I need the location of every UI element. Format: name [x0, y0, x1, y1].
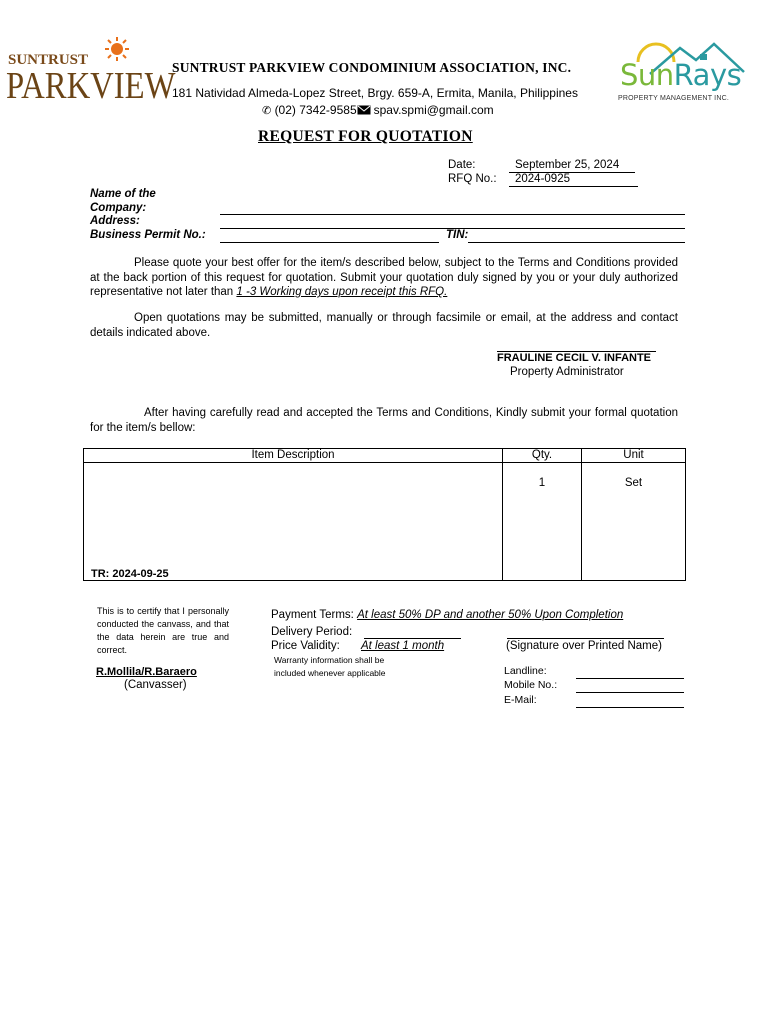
- address-label: Address:: [90, 215, 140, 227]
- signature-label: (Signature over Printed Name): [506, 640, 662, 652]
- organization-name: SUNTRUST PARKVIEW CONDOMINIUM ASSOCIATION, INC.: [172, 60, 572, 75]
- suntrust-parkview-logo: [4, 36, 176, 108]
- email-label: E-Mail:: [504, 694, 537, 706]
- item-qty[interactable]: 1: [503, 463, 582, 581]
- item-unit[interactable]: Set: [582, 463, 686, 581]
- price-validity-value: At least 1 month: [361, 640, 445, 652]
- sunburst-icon: [104, 36, 130, 62]
- certification-text: This is to certify that I personally conducted the canvass, and that the data herein are true and correct.: [97, 606, 229, 655]
- intro-text: Please quote your best offer for the item/s described below, subject to the Terms and Conditions provided at the back portion of this request for quotation. Submit your quotation duly signed by you or your duly authorized representative not later than: [90, 257, 678, 298]
- table-row: [84, 463, 686, 581]
- organization-address: 181 Natividad Almeda-Lopez Street, Brgy. 659-A, Ermita, Manila, Philippines: [172, 86, 578, 100]
- delivery-period-field[interactable]: [364, 638, 461, 639]
- landline-label: Landline:: [504, 665, 547, 677]
- payment-terms-value: At least 50% DP and another 50% Upon Completion: [357, 609, 624, 621]
- sunrays-logo: [610, 38, 760, 108]
- tin-label: TIN:: [446, 229, 469, 241]
- payment-terms-label: Payment Terms:: [271, 609, 354, 621]
- canvasser-role: (Canvasser): [124, 679, 187, 691]
- warranty-note: Warranty information shall be included whenever applicable: [274, 655, 386, 678]
- administrator-role: Property Administrator: [510, 366, 624, 378]
- logo-parkview-text: PARKVIEW: [6, 65, 176, 107]
- price-validity-label: Price Validity:: [271, 640, 340, 652]
- phone-number: (02) 7342-9585: [274, 103, 357, 117]
- sunrays-rays-text: Rays: [673, 58, 742, 92]
- date-value: September 25, 2024: [515, 159, 620, 171]
- open-quotation-paragraph: Open quotations may be submitted, manually or through facsimile or email, at the address and contact details indicated above.: [90, 312, 678, 339]
- rfq-number-label: RFQ No.:: [448, 173, 497, 185]
- items-table: [83, 448, 686, 581]
- header-unit: Unit: [582, 449, 686, 463]
- mobile-field[interactable]: [576, 692, 684, 693]
- rfq-underline: [509, 186, 638, 187]
- sunrays-subtitle: PROPERTY MANAGEMENT INC.: [618, 95, 729, 102]
- sunrays-wordmark: [620, 58, 741, 92]
- organization-contact: [262, 103, 494, 117]
- table-header-row: [84, 449, 686, 463]
- header-item-description: Item Description: [84, 449, 503, 463]
- business-permit-field[interactable]: [220, 242, 439, 243]
- supplier-signature-line[interactable]: [507, 638, 664, 639]
- delivery-period-label: Delivery Period:: [271, 626, 353, 638]
- tr-reference: TR: 2024-09-25: [91, 568, 169, 580]
- sunrays-sun-text: Sun: [620, 58, 674, 92]
- company-name-field[interactable]: [220, 214, 685, 215]
- date-label: Date:: [448, 159, 476, 171]
- payment-terms: [271, 609, 623, 621]
- company-name-label: Name of the Company:: [90, 188, 156, 214]
- rfq-number-value: 2024-0925: [515, 173, 570, 185]
- instruction-paragraph: After having carefully read and accepted the Terms and Conditions, Kindly submit your formal quotation for the item/s bellow:: [90, 407, 678, 434]
- email-address: spav.spmi@gmail.com: [373, 103, 494, 117]
- administrator-name: FRAULINE CECIL V. INFANTE: [497, 352, 652, 364]
- document-title: REQUEST FOR QUOTATION: [258, 128, 473, 145]
- logo-suntrust-text: SUNTRUST: [8, 52, 89, 68]
- tin-field[interactable]: [468, 242, 685, 243]
- email-field[interactable]: [576, 707, 684, 708]
- submission-deadline: 1 -3 Working days upon receipt this RFQ.: [236, 286, 448, 298]
- phone-icon: ✆: [262, 105, 272, 117]
- header-qty: Qty.: [503, 449, 582, 463]
- landline-field[interactable]: [576, 678, 684, 679]
- mobile-label: Mobile No.:: [504, 679, 558, 691]
- business-permit-label: Business Permit No.:: [90, 229, 206, 241]
- canvasser-name: R.Mollila/R.Baraero: [96, 666, 197, 678]
- item-description-cell[interactable]: [84, 463, 503, 581]
- email-icon: [357, 105, 371, 115]
- intro-paragraph: [90, 256, 678, 300]
